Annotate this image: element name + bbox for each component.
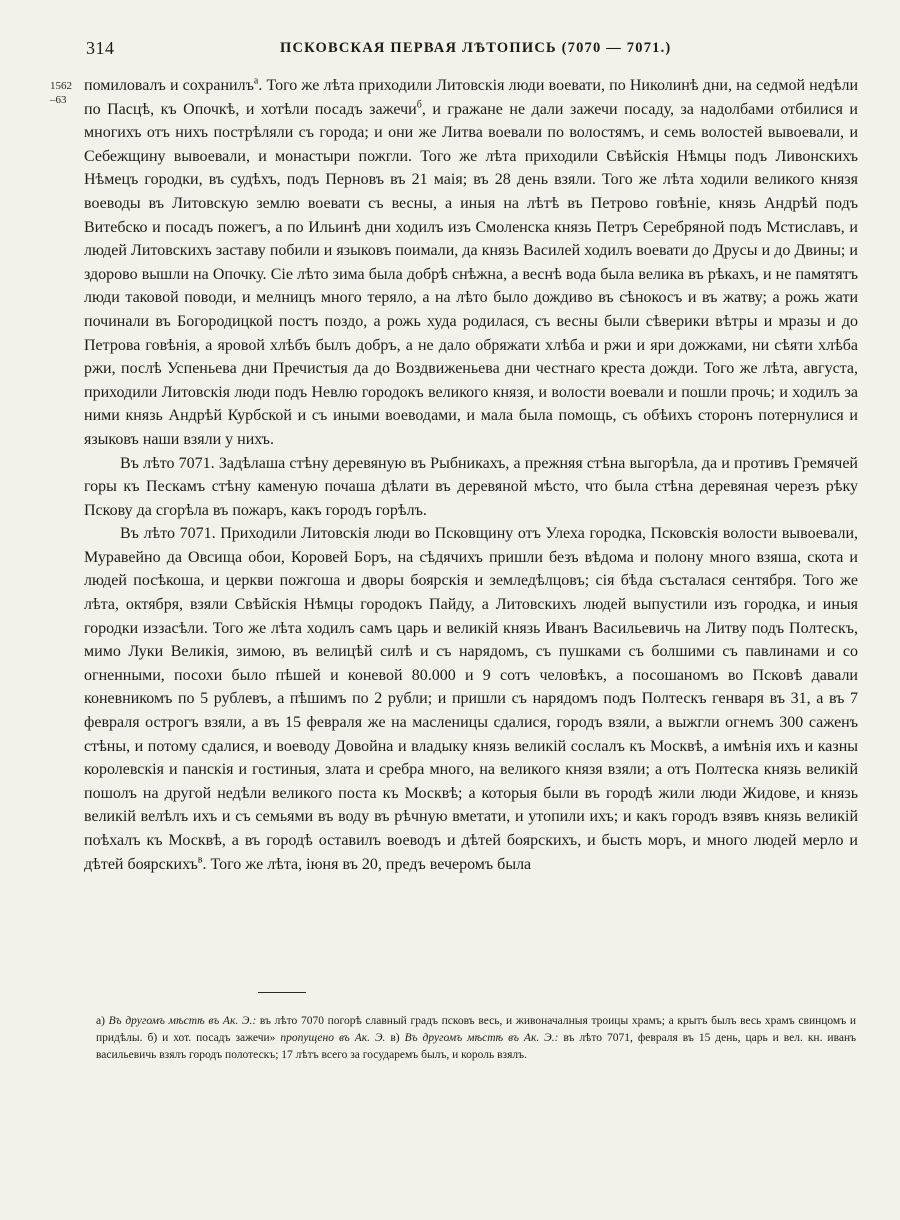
page-header <box>80 38 860 64</box>
footnote-a-label: а) <box>96 1015 105 1027</box>
chronicle-text <box>84 74 858 876</box>
footnote-c-label: в) <box>390 1032 400 1044</box>
footnote-ref-a: а <box>253 75 259 87</box>
footnote-b-label: б) <box>147 1032 158 1044</box>
footnote-c-text: въ лѣто 7071, февраля въ 15 день, царь и вел. кн. иванъ васильевичь взялъ городъ полотескъ; 17 лѣтъ всего за государемъ былъ, и король взялъ. <box>96 1032 857 1061</box>
footnote-ref-c: в <box>197 854 203 866</box>
paragraph-3-text-a: Въ лѣто 7071. Приходили Литовскія люди во Псковщину отъ Улеха городка, Псковскія волости вывоевали, Муравейно да Овсища обои, Коровей Боръ, на сѣдячихъ пришли безъ вѣдома и полону много взяша, скота и людей посѣкоша, и церкви пожгоша и дворы боярскія и земледѣлцовъ; сія бѣда състалася сентября. Того же лѣта, октября, взяли Свѣйскія Нѣмцы городокъ Пайду, а Литовскихъ людей выпустили изъ городка, и иныя городки иззасѣли. Того же лѣта ходилъ самъ царь и великій князь Иванъ Васильевичь на Литву подъ Полтескъ, мимо Луки Великія, зимою, въ велицѣй силѣ и съ нарядомъ, съ пушками съ болшими съ павлинами и со огненными, посохи было пѣшей и коневой 80.000 и 9 сотъ человѣкъ, а посошаномъ во Псковѣ давали коневникомъ по 5 рублевъ, а пѣшимъ по 2 рубли; и пришли съ нарядомъ подъ Полтескъ генваря въ 31, а въ 7 февраля острогъ взяли, а въ 15 февраля же на масленицы сдалися, городъ взяли, а выжгли огнемъ 300 саженъ стѣны, и потому сдалися, и воеводу Довойна и владыку князь великій сослалъ къ Москвѣ, а имѣнія ихъ и казны королевскія и панскія и гостиныя, злата и сребра много, на великого князя взяли; а отъ Полтеска князь великій пошолъ на другой недѣли великого поста къ Москвѣ; а которыя были въ городѣ жили люди Жидове, и князь великій велѣлъ ихъ и съ семьями въ воду въ рѣчную вметати, и утопили ихъ; и какъ городъ взявъ князь великій поѣхалъ къ Москвѣ, а въ городѣ оставилъ воеводъ и дѣтей боярскихъ, и бысть моръ, и много людей мерло и дѣтей боярскихъ <box>84 525 858 873</box>
paragraph-1-text-a: помиловалъ и сохранилъ <box>84 77 254 94</box>
footnotes <box>96 1013 856 1064</box>
footnote-c-source: Въ другомъ мѣстѣ въ Ак. Э.: <box>404 1032 559 1044</box>
running-title: ПСКОВСКАЯ ПЕРВАЯ ЛѢТОПИСЬ (7070 — 7071.) <box>280 40 672 56</box>
paragraph-1 <box>84 74 858 452</box>
footnote-b-source: пропущено въ Ак. Э. <box>280 1032 386 1044</box>
margin-year-note-continued: –63 <box>50 94 67 106</box>
paragraph-3 <box>84 522 858 876</box>
footnote-a-text: въ лѣто 7070 погорѣ славный градъ псковъ весь, и живоначалныя троицы храмъ; а крытъ былъ весь храмъ свинцомъ и придѣлы. <box>96 1015 857 1044</box>
margin-year-note: 1562 <box>50 80 72 92</box>
paragraph-3-text-b: . Того же лѣта, іюня въ 20, предъ вечеромъ была <box>202 855 532 873</box>
paragraph-2: Въ лѣто 7071. Задѣлаша стѣну деревяную въ Рыбникахъ, а прежняя стѣна выгорѣла, да и противъ Гремячей горы къ Пескамъ стѣну каменую почаша дѣлати въ деревяной мѣсто, что была стѣна деревяная черезъ рѣку Пскову да сгорѣла въ пожаръ, какъ городъ горѣлъ. <box>84 454 858 519</box>
footnote-divider <box>258 992 306 993</box>
paragraph-1-text-b: . Того же лѣта приходили Литовскія люди воевати, по Николинѣ дни, на седмой недѣли по Пасцѣ, къ Опочкѣ, и хотѣли посадъ зажечи <box>84 77 858 118</box>
footnote-b-text: и хот. посадъ зажечи» <box>162 1032 276 1044</box>
footnote-block <box>96 1013 856 1064</box>
page-number: 314 <box>86 38 115 58</box>
footnote-ref-b: б <box>416 99 422 111</box>
footnote-a-source: Въ другомъ мѣстѣ въ Ак. Э.: <box>108 1015 257 1027</box>
paragraph-1-text-c: , и гражане не дали зажечи посаду, за надолбами отбилися и многихъ отъ нихъ пострѣляли съ города; и они же Литва воевали по волостямъ, и семь волостей вывоевали, и Себежщину вывоевали, и монастыри пожгли. Того же лѣта приходили Свѣйскія Нѣмцы подъ Ливонскихъ Нѣмецъ городки, въ судѣхъ, подъ Перновъ въ 21 маія; въ 28 день взяли. Того же лѣта ходили великого князя воеводы въ Литовскую землю воевати съ весны, а иныя на лѣтѣ въ Петрово говѣніе, князь Андрѣй подъ Витебско и посадъ пожегъ, а по Ильинѣ дни ходилъ изъ Смоленска князь Петръ Серебряной подъ Мстиславъ, и людей Литовскихъ заставу побили и языковъ поимали, да князь Василей ходилъ воевати до Друсы и до Двины; и здорово вышли на Опочку. Сіе лѣто зима была добрѣ снѣжна, а веснѣ вода была велика въ рѣкахъ, и не памятятъ люди таковой поводи, и мелницъ много теряло, а на лѣто было дождиво въ сѣнокосъ и въ жатву; а рожь жати починали въ Богородицкой постъ поздо, а рожь худа родилася, съ весны были сѣверики вѣтры и мразы и до Петрова говѣнія, а яровой хлѣбъ былъ добръ, а не дало обряжати хлѣба и ржи и яри дожжами, ни сѣяти хлѣба ржи, послѣ Успеньева дни Пречистыя да до Воздвиженьева дни честнаго креста дожди. Того же лѣта, августа, приходили Литовскія люди подъ Невлю городокъ великого князя, и волости воевали и пошли прочь; и ходилъ за ними князь Андрѣй Курбской и съ иными воеводами, и мала была помощь, съ обѣихъ сторонъ потернулися и языковъ наши взяли у нихъ. <box>84 100 858 448</box>
